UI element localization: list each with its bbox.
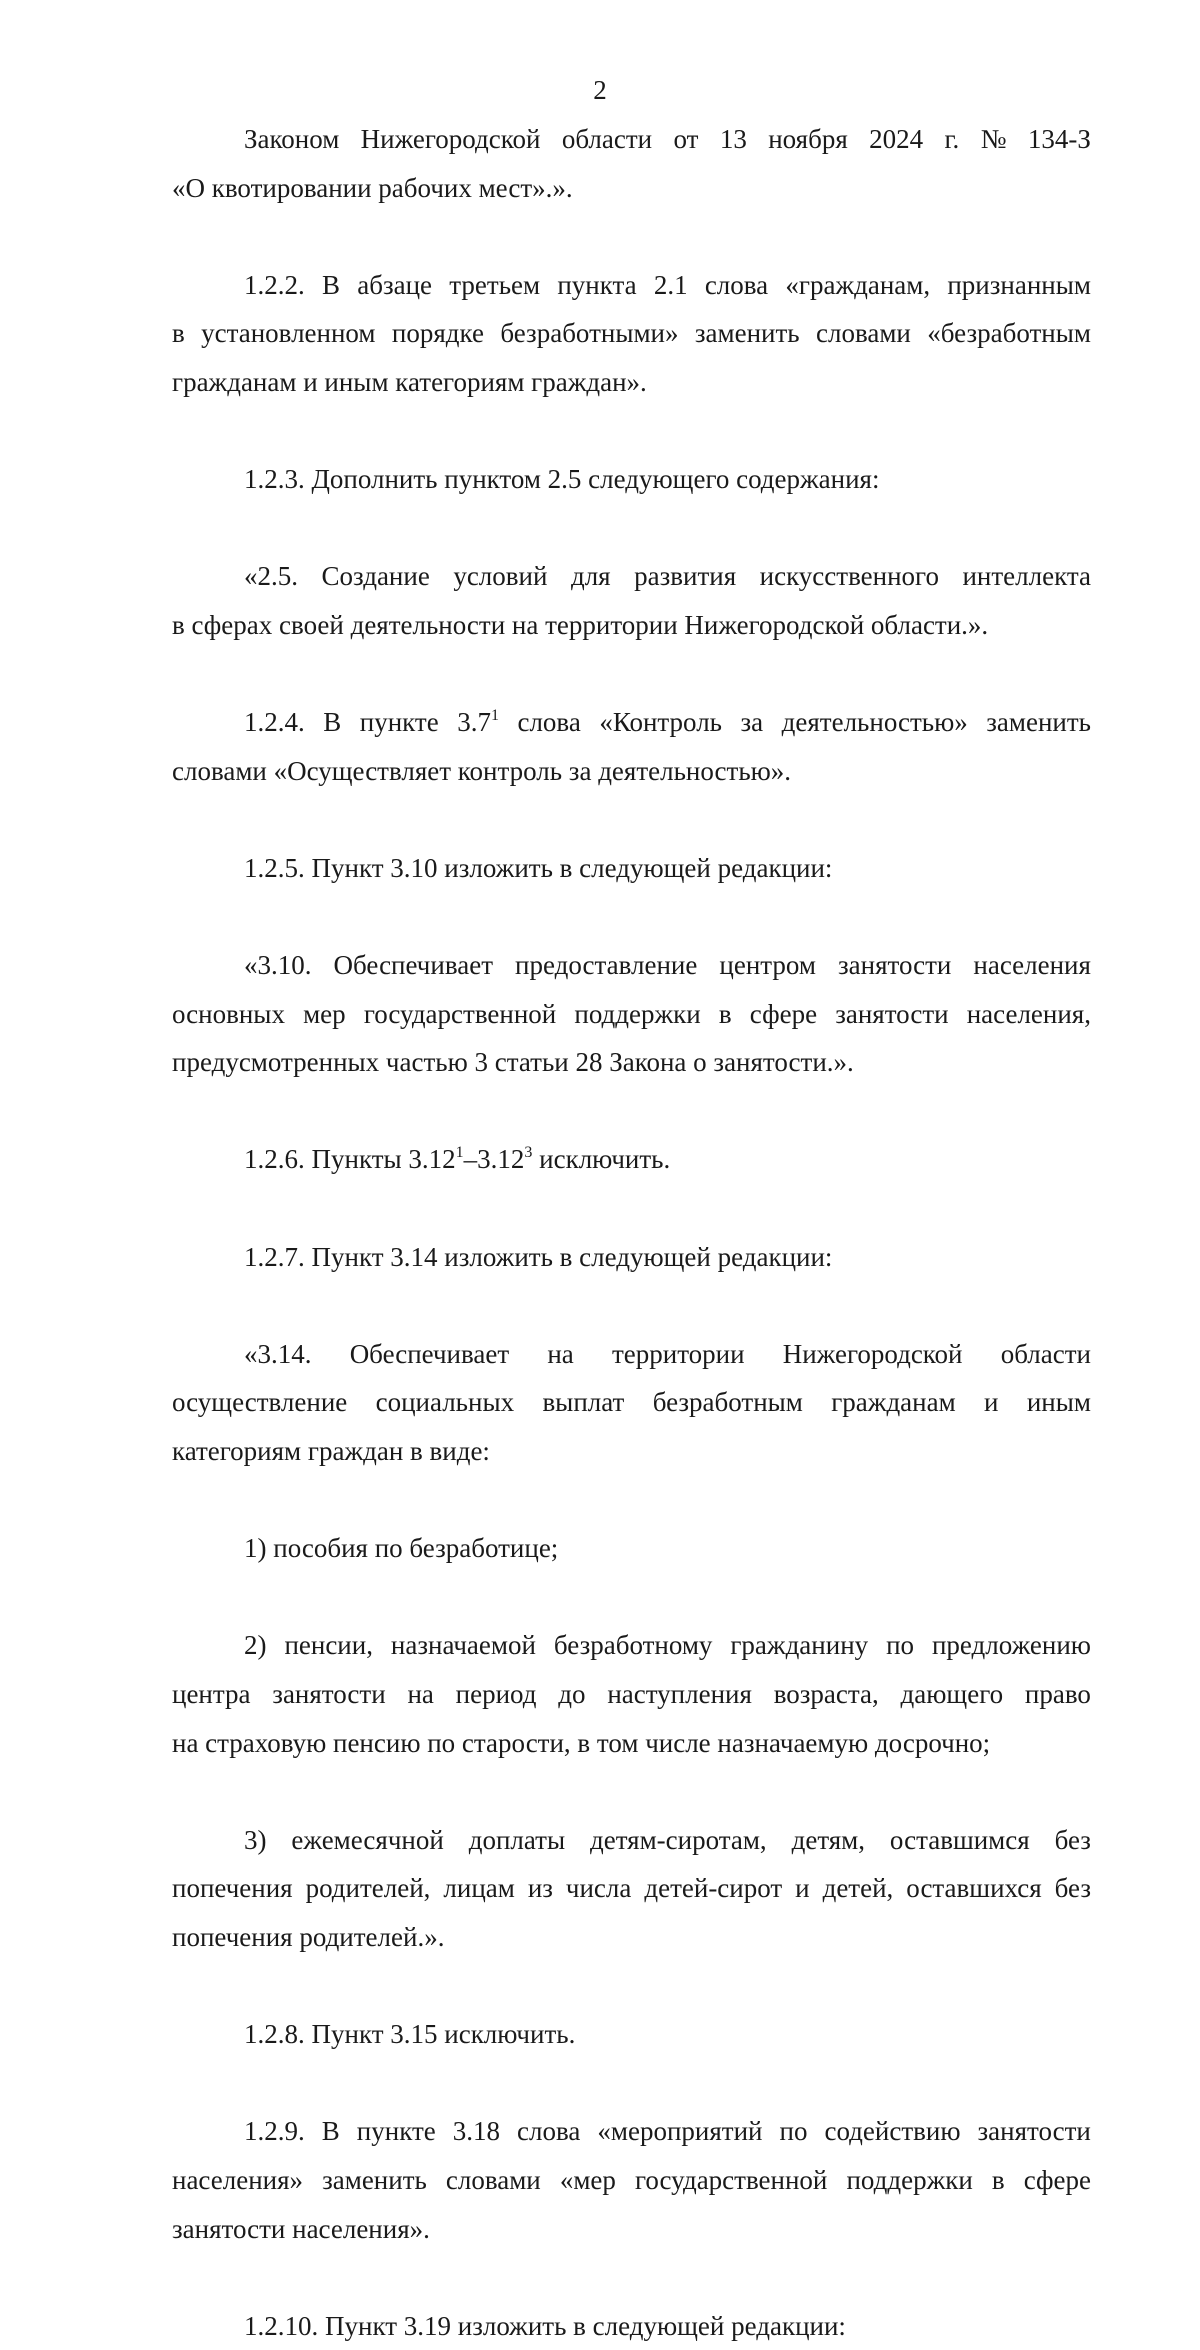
- paragraph-line: [172, 261, 1091, 310]
- word: занятости: [977, 2116, 1091, 2147]
- paragraph-line: словами «Осуществляет контроль за деятельностью».: [172, 755, 792, 786]
- word: 3): [244, 1824, 267, 1855]
- word: Законом: [244, 124, 340, 154]
- paragraph-gap: [172, 2059, 1091, 2108]
- text-run: –3.12: [463, 1144, 525, 1175]
- word: слова: [517, 707, 581, 738]
- word: 2024: [869, 124, 924, 154]
- paragraph-line: [172, 1330, 1091, 1379]
- word: пункта: [557, 269, 637, 300]
- word: безработным: [652, 1387, 803, 1418]
- paragraph-line: [172, 1670, 1091, 1719]
- word: из: [527, 1873, 553, 1904]
- word: в: [172, 318, 185, 349]
- word: интеллекта: [962, 561, 1091, 592]
- paragraph-gap: [172, 504, 1091, 553]
- paragraph-gap: [172, 1767, 1091, 1816]
- word: области: [1000, 1338, 1091, 1369]
- word: условий: [453, 561, 548, 592]
- word: в: [991, 2164, 1005, 2195]
- word: государственной: [634, 2164, 828, 2195]
- paragraph-line: 1.2.8. Пункт 3.15 исключить.: [244, 2019, 576, 2050]
- word: оставшимся: [889, 1824, 1030, 1855]
- word: поддержки: [574, 998, 701, 1029]
- paragraph-gap: [172, 1573, 1091, 1622]
- word: Нижегородской: [782, 1338, 963, 1369]
- word: без: [1054, 1873, 1091, 1904]
- word: «Контроль: [599, 707, 722, 738]
- paragraph-line: на страховую пенсию по старости, в том числе назначаемую досрочно;: [172, 1727, 991, 1758]
- word: 3.7: [457, 707, 491, 738]
- paragraph-line: в сферах своей деятельности на территории Нижегородской области.».: [172, 609, 989, 640]
- word: «3.14.: [244, 1338, 312, 1369]
- word: иным: [1026, 1387, 1091, 1418]
- word: гражданину: [730, 1630, 869, 1661]
- word: числа: [565, 1873, 632, 1904]
- word: и: [984, 1387, 999, 1418]
- paragraph-line: 1.2.5. Пункт 3.10 изложить в следующей редакции:: [244, 852, 833, 883]
- word: оставшихся: [906, 1873, 1042, 1904]
- paragraph-line: [172, 1864, 1091, 1913]
- word: центром: [719, 950, 816, 981]
- paragraph-gap: [172, 1281, 1091, 1330]
- word: за: [740, 707, 764, 738]
- word: выплат: [542, 1387, 625, 1418]
- paragraph-gap: [172, 407, 1091, 456]
- word: гражданам: [831, 1387, 956, 1418]
- paragraph-gap: [172, 212, 1091, 261]
- word: ноября: [768, 124, 848, 154]
- paragraph: [172, 2010, 1091, 2059]
- paragraph-line: попечения родителей.».: [172, 1921, 445, 1952]
- paragraph-gap: [172, 893, 1091, 942]
- word: детям,: [791, 1824, 866, 1855]
- word: населения»: [172, 2164, 304, 2195]
- word: без: [1054, 1824, 1091, 1855]
- word: занятости: [272, 1679, 386, 1709]
- word: 13: [719, 124, 747, 154]
- word: «мероприятий: [597, 2116, 763, 2147]
- word: занятости: [838, 950, 952, 981]
- paragraph-line: [172, 2156, 1091, 2205]
- paragraph-line: «О квотировании рабочих мест».».: [172, 172, 573, 203]
- paragraph-line: [172, 990, 1091, 1039]
- paragraph-line: [172, 1378, 1091, 1427]
- paragraph: [172, 455, 1091, 504]
- paragraph: [172, 1233, 1091, 1282]
- word: наступления: [607, 1679, 752, 1709]
- paragraph-line: [172, 1135, 1091, 1184]
- word: №: [980, 124, 1007, 154]
- paragraph-line: 1.2.10. Пункт 3.19 изложить в следующей редакции:: [244, 2310, 846, 2341]
- paragraph-gap: [172, 1184, 1091, 1233]
- word: по: [779, 2116, 808, 2147]
- word: сфере: [749, 998, 818, 1029]
- word: поддержки: [846, 2164, 973, 2195]
- word: осуществление: [172, 1387, 348, 1418]
- word: безработному: [553, 1630, 713, 1661]
- paragraph-gap: [172, 1962, 1091, 2011]
- word: детей-сирот: [644, 1873, 783, 1904]
- word: заменить: [322, 2164, 427, 2195]
- word: пенсии,: [284, 1630, 373, 1661]
- paragraph: [172, 115, 1091, 212]
- word: развития: [634, 561, 737, 592]
- word: области: [561, 124, 653, 154]
- paragraph: [172, 941, 1091, 1087]
- paragraph-line: 1.2.3. Дополнить пунктом 2.5 следующего содержания:: [244, 464, 880, 495]
- paragraph-line: [172, 309, 1091, 358]
- text-run: исключить.: [532, 1144, 671, 1175]
- paragraph: [172, 844, 1091, 893]
- superscript: 3: [524, 1144, 533, 1162]
- word: «2.5.: [244, 561, 298, 592]
- word: доплаты: [468, 1824, 566, 1855]
- word: Нижегородской: [360, 124, 541, 154]
- word: и: [795, 1873, 810, 1904]
- paragraph-line: [172, 941, 1091, 990]
- word: Обеспечивает: [333, 950, 493, 981]
- word: лицам: [443, 1873, 515, 1904]
- paragraph-line: [172, 698, 1091, 747]
- word: 134-З: [1027, 124, 1091, 154]
- word: в: [718, 998, 732, 1029]
- word: 3.18: [452, 2116, 501, 2147]
- paragraph: [172, 261, 1091, 407]
- word: занятости: [835, 998, 949, 1029]
- word: 2.1: [653, 269, 688, 300]
- word: 1.2.2.: [244, 269, 305, 300]
- word: предложению: [931, 1630, 1091, 1661]
- paragraph-line: гражданам и иным категориям граждан».: [172, 366, 647, 397]
- paragraph: [172, 1135, 1091, 1184]
- paragraph: [172, 2107, 1091, 2253]
- word: словами: [816, 318, 911, 349]
- paragraph-line: [172, 552, 1091, 601]
- paragraph-gap: [172, 2253, 1091, 2302]
- page-number: 2: [593, 75, 607, 105]
- word: заменить: [694, 318, 800, 349]
- word: от: [673, 124, 699, 154]
- paragraph-line: занятости населения».: [172, 2213, 430, 2244]
- word: «мер: [559, 2164, 616, 2195]
- word: территории: [611, 1338, 745, 1369]
- word: В: [321, 2116, 340, 2147]
- word: детей,: [822, 1873, 894, 1904]
- paragraph-line: [172, 1816, 1091, 1865]
- word: установленном: [201, 318, 376, 349]
- word: абзаце: [357, 269, 433, 300]
- paragraph: [172, 1524, 1091, 1573]
- document-body: [172, 115, 1091, 2350]
- word: деятельностью»: [781, 707, 968, 738]
- word: «гражданам,: [785, 269, 931, 300]
- paragraph-line: предусмотренных частью 3 статьи 28 Закона о занятости.».: [172, 1047, 854, 1078]
- paragraph: [172, 552, 1091, 649]
- paragraph-gap: [172, 795, 1091, 844]
- paragraph: [172, 1621, 1091, 1767]
- paragraph: [172, 1816, 1091, 1962]
- paragraph-line: 1.2.7. Пункт 3.14 изложить в следующей редакции:: [244, 1241, 833, 1272]
- superscript: 1: [455, 1144, 464, 1162]
- word: 1.2.4.: [244, 707, 305, 738]
- word: слова: [704, 269, 769, 300]
- word: «3.10.: [244, 950, 312, 981]
- word: безработными»: [500, 318, 679, 349]
- paragraph-line: 1) пособия по безработице;: [244, 1533, 559, 1564]
- paragraph: [172, 2302, 1091, 2350]
- word: третьем: [449, 269, 541, 300]
- word: Создание: [321, 561, 430, 592]
- word: государственной: [363, 998, 557, 1029]
- superscript: 1: [490, 707, 499, 725]
- word: населения: [973, 950, 1091, 981]
- word: центра: [172, 1679, 251, 1709]
- word: родителей,: [305, 1873, 431, 1904]
- word: основных: [172, 998, 285, 1029]
- paragraph-gap: [172, 1087, 1091, 1136]
- word: для: [570, 561, 611, 592]
- word: дающего: [900, 1679, 1004, 1709]
- word: на: [547, 1338, 574, 1369]
- word: искусственного: [759, 561, 939, 592]
- word: право: [1024, 1679, 1091, 1709]
- word: Обеспечивает: [349, 1338, 510, 1369]
- paragraph-line: [172, 115, 1091, 164]
- word: пункте: [359, 707, 439, 738]
- word: содействию: [824, 2116, 961, 2147]
- paragraph-gap: [172, 1476, 1091, 1525]
- word: В: [323, 707, 342, 738]
- word: признанным: [947, 269, 1091, 300]
- text-run: 1.2.6. Пункты 3.12: [244, 1144, 456, 1175]
- word: возраста,: [773, 1679, 879, 1709]
- word: 1.2.9.: [244, 2116, 305, 2147]
- word: социальных: [375, 1387, 515, 1418]
- word: сфере: [1023, 2164, 1091, 2195]
- paragraph-line: категориям граждан в виде:: [172, 1436, 490, 1467]
- word: до: [558, 1679, 586, 1709]
- paragraph-line: [172, 2107, 1091, 2156]
- word: заменить: [986, 707, 1091, 738]
- word: на: [407, 1679, 434, 1709]
- word-with-superscript: [457, 698, 499, 747]
- word: В: [321, 269, 340, 300]
- word: детям-сиротам,: [590, 1824, 767, 1855]
- word: «безработным: [927, 318, 1091, 349]
- word: ежемесячной: [291, 1824, 444, 1855]
- word: период: [455, 1679, 537, 1709]
- word: предоставление: [515, 950, 698, 981]
- paragraph-line: [172, 1621, 1091, 1670]
- paragraph: [172, 1330, 1091, 1476]
- paragraph-gap: [172, 650, 1091, 699]
- word: населения,: [966, 998, 1091, 1029]
- word: порядке: [391, 318, 484, 349]
- word: словами: [445, 2164, 541, 2195]
- word: пункте: [356, 2116, 436, 2147]
- word: назначаемой: [390, 1630, 536, 1661]
- word: по: [886, 1630, 915, 1661]
- word: г.: [944, 124, 960, 154]
- paragraph: [172, 698, 1091, 795]
- word: попечения: [172, 1873, 293, 1904]
- word: мер: [303, 998, 346, 1029]
- word: 2): [244, 1630, 267, 1661]
- word: слова: [517, 2116, 581, 2147]
